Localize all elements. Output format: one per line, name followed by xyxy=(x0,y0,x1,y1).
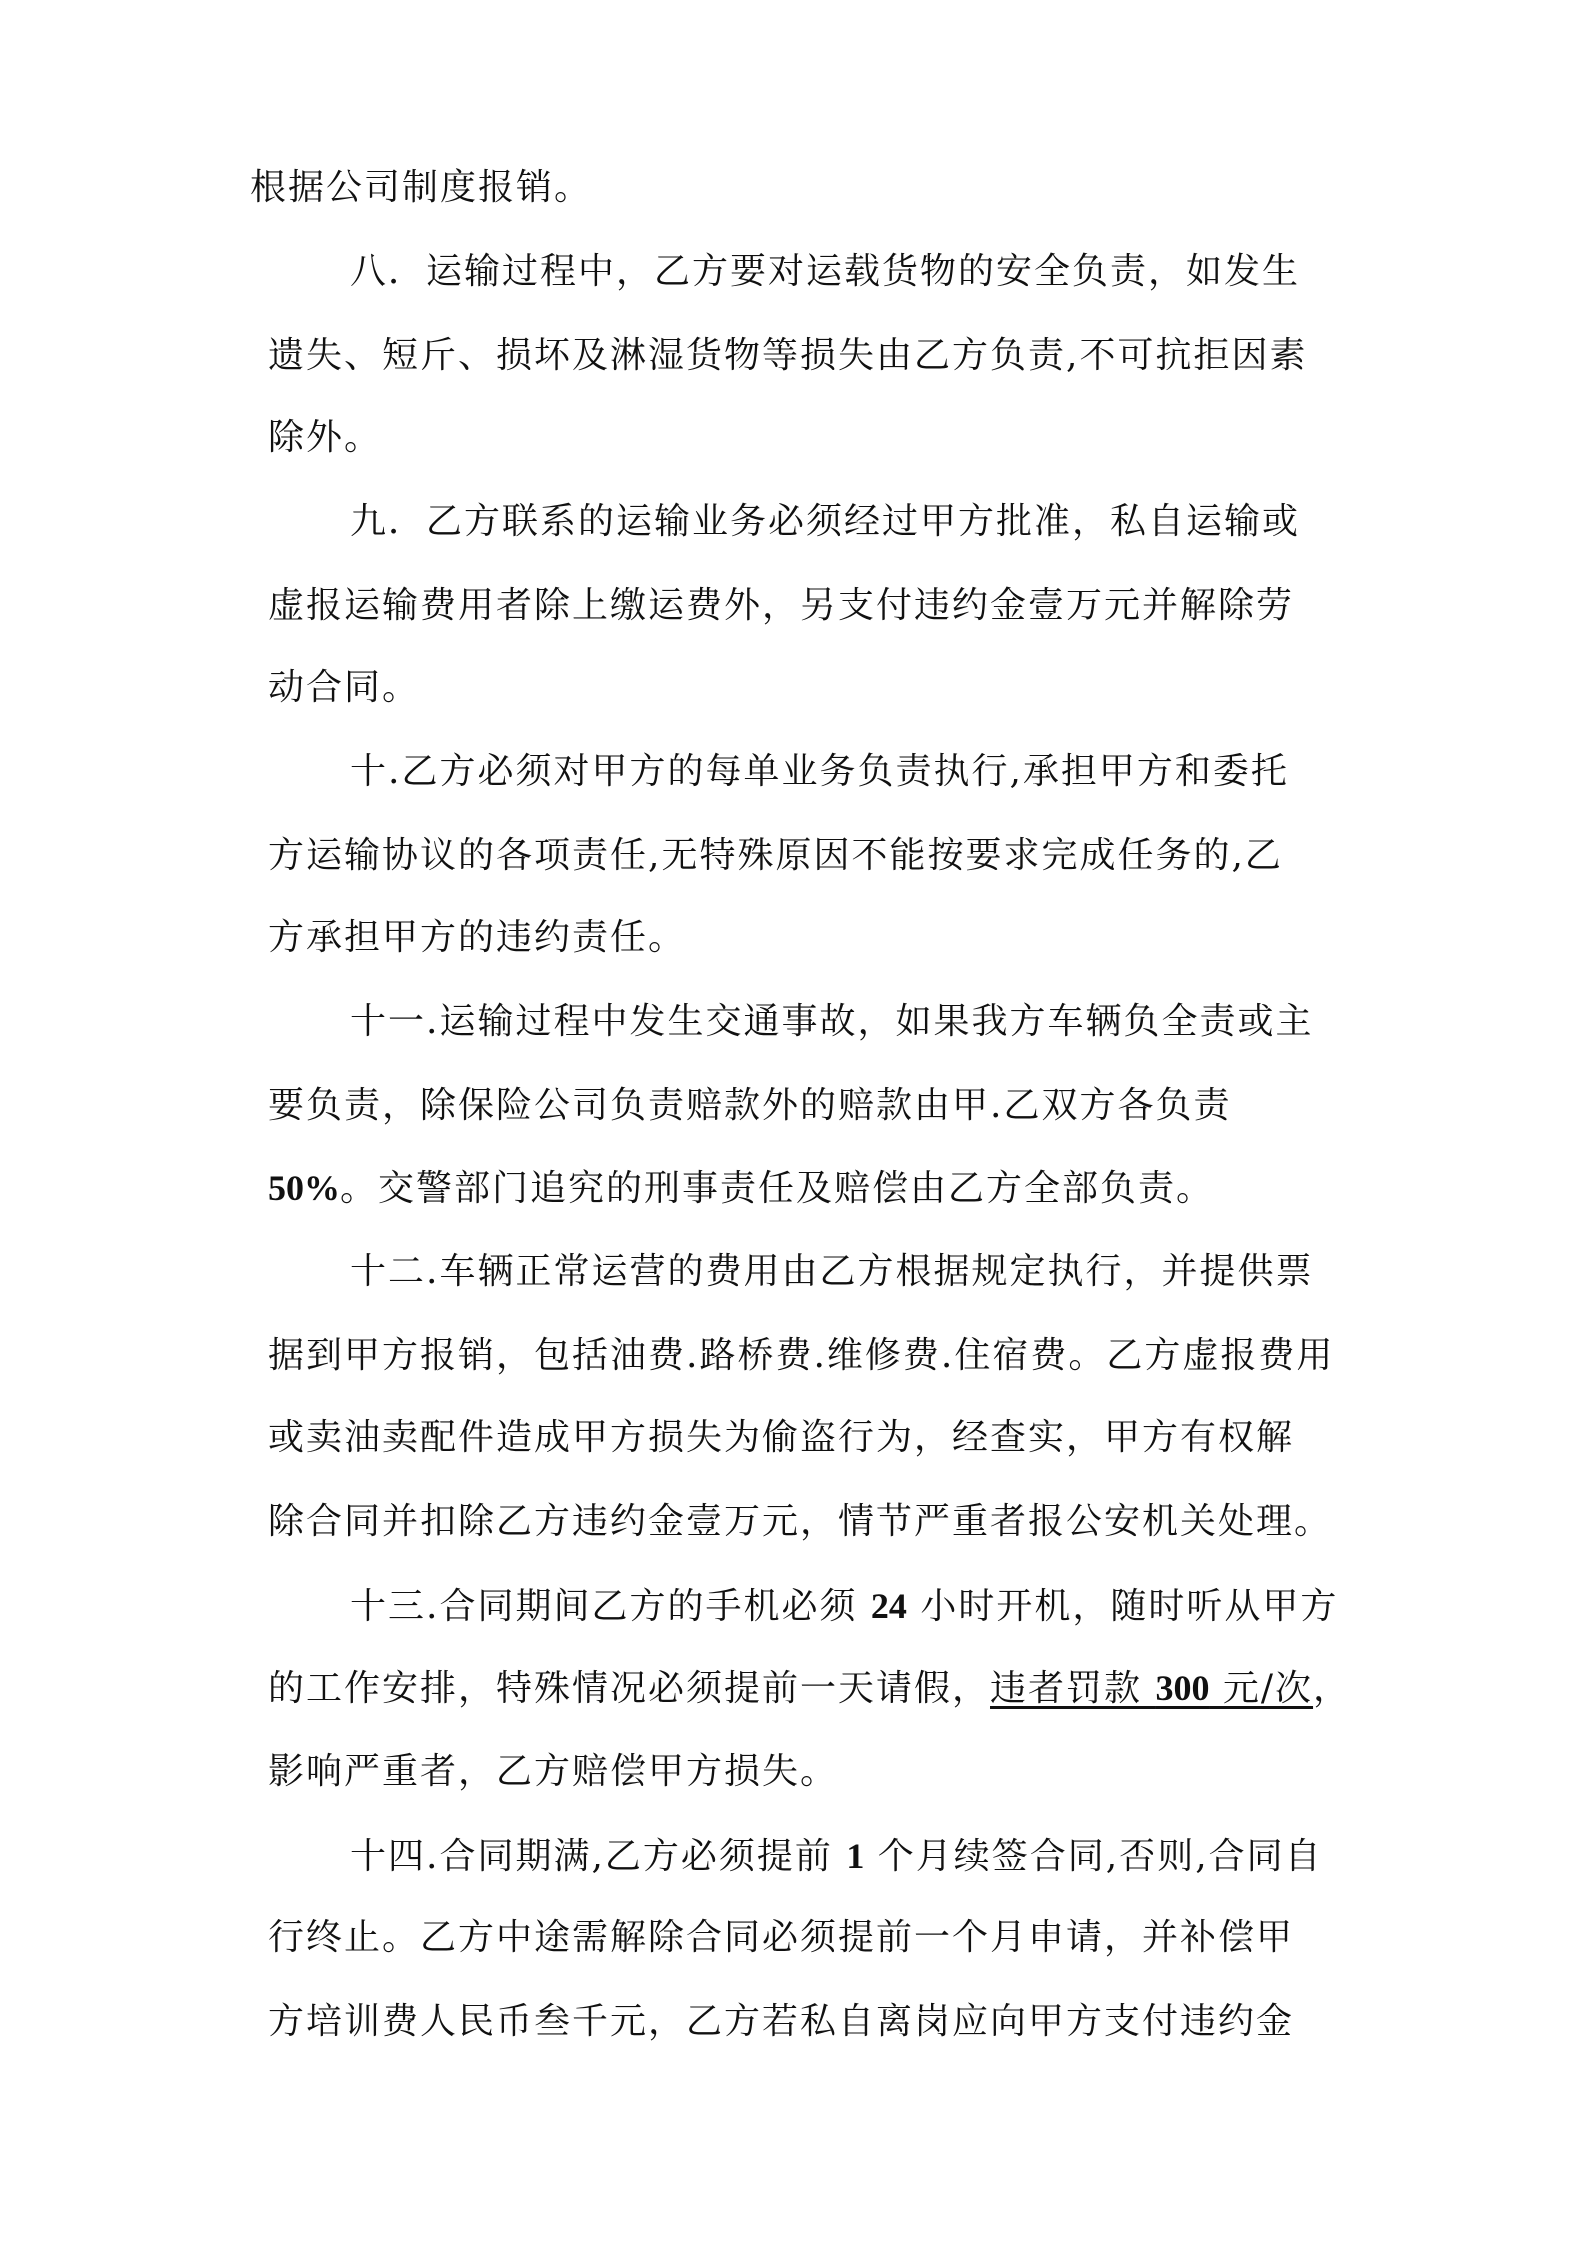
text-segment: ， xyxy=(1313,1668,1352,1709)
clause-10-line-1: 十.乙方必须对甲方的每单业务负责执行,承担甲方和委托 xyxy=(350,751,1289,792)
text-line: 虚报运输费用者除上缴运费外，另支付违约金壹万元并解除劳 xyxy=(268,585,1295,626)
text-line: 除外。 xyxy=(268,417,383,458)
text-segment: 个月续签合同,否则,合同自 xyxy=(877,1836,1323,1877)
text-line xyxy=(268,1164,1214,1213)
hours-value: 24 xyxy=(870,1586,907,1626)
clause-12-line-1: 十二.车辆正常运营的费用由乙方根据规定执行，并提供票 xyxy=(350,1251,1314,1292)
text-line: 方培训费人民币叁千元，乙方若私自离岗应向甲方支付违约金 xyxy=(268,2001,1295,2042)
months-value: 1 xyxy=(846,1836,865,1876)
text-line: 据到甲方报销，包括油费.路桥费.维修费.住宿费。乙方虚报费用 xyxy=(268,1335,1335,1376)
text-segment: 小时开机，随时听从甲方 xyxy=(920,1586,1339,1627)
clause-8-line-1: 八．运输过程中，乙方要对运载货物的安全负责，如发生 xyxy=(350,251,1301,292)
text-line: 根据公司制度报销。 xyxy=(250,167,593,208)
text-line: 方承担甲方的违约责任。 xyxy=(268,917,687,958)
text-segment: 十四.合同期满,乙方必须提前 xyxy=(350,1836,833,1877)
text-segment: 。交警部门追究的刑事责任及赔偿由乙方全部负责。 xyxy=(340,1168,1215,1209)
text-line: 或卖油卖配件造成甲方损失为偷盗行为，经查实，甲方有权解 xyxy=(268,1417,1295,1458)
text-line: 动合同。 xyxy=(268,667,421,708)
clause-14-line-1 xyxy=(350,1832,1323,1881)
percent-value: 50% xyxy=(268,1168,340,1208)
text-segment: 的工作安排，特殊情况必须提前一天请假， xyxy=(268,1668,991,1709)
text-line: 要负责，除保险公司负责赔款外的赔款由甲.乙双方各负责 xyxy=(268,1085,1232,1126)
text-line: 除合同并扣除乙方违约金壹万元，情节严重者报公安机关处理。 xyxy=(268,1501,1333,1542)
penalty-text xyxy=(990,1668,1313,1709)
text-line: 影响严重者，乙方赔偿甲方损失。 xyxy=(268,1751,839,1792)
clause-13-line-1 xyxy=(350,1582,1338,1631)
text-line: 遗失、短斤、损坏及淋湿货物等损失由乙方负责,不可抗拒因素 xyxy=(268,335,1308,376)
text-line xyxy=(268,1664,1351,1713)
penalty-prefix: 违者罚款 xyxy=(990,1668,1156,1709)
penalty-suffix: 元/次 xyxy=(1209,1668,1314,1709)
text-line: 方运输协议的各项责任,无特殊原因不能按要求完成任务的,乙 xyxy=(268,835,1283,876)
text-segment: 十三.合同期间乙方的手机必须 xyxy=(350,1586,858,1627)
text-line: 行终止。乙方中途需解除合同必须提前一个月申请，并补偿甲 xyxy=(268,1917,1295,1958)
penalty-amount: 300 xyxy=(1155,1668,1210,1708)
clause-9-line-1: 九．乙方联系的运输业务必须经过甲方批准，私自运输或 xyxy=(350,501,1301,542)
clause-11-line-1: 十一.运输过程中发生交通事故，如果我方车辆负全责或主 xyxy=(350,1001,1314,1042)
